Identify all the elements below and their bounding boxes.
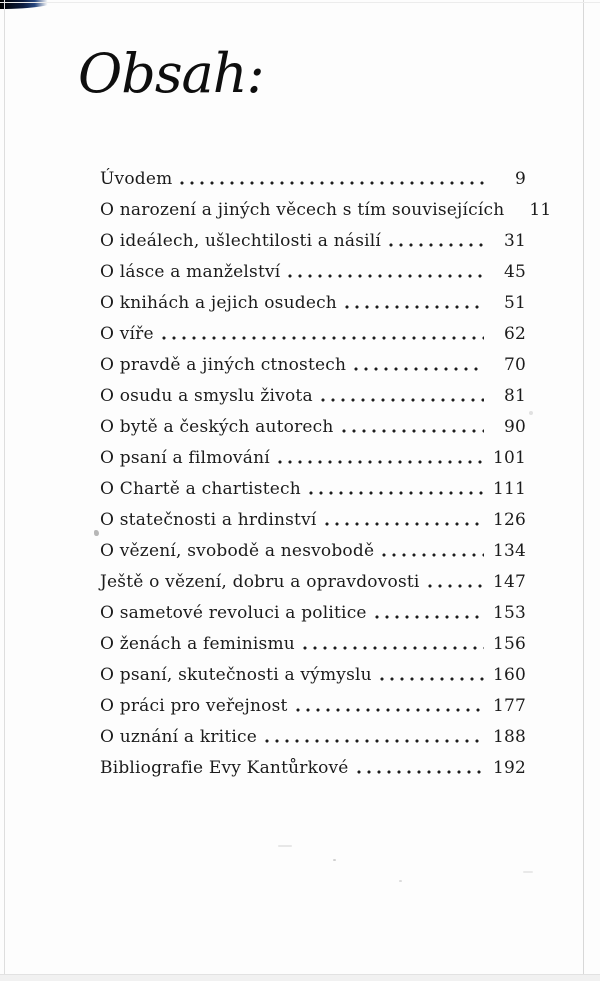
- dot-leader: [275, 443, 484, 474]
- toc-entry: [100, 350, 526, 381]
- toc-entry: [100, 381, 526, 412]
- toc-entry-label: O osudu a smyslu života: [100, 386, 313, 406]
- dot-leader: [372, 598, 484, 629]
- page-edge-right: [583, 0, 584, 975]
- toc-entry-page: 111: [492, 479, 526, 499]
- dot-leader: [285, 257, 484, 288]
- toc-entry: [100, 691, 526, 722]
- toc-entry-label: Bibliografie Evy Kantůrkové: [100, 758, 349, 778]
- dot-leader: [425, 567, 484, 598]
- dot-leader: [339, 412, 484, 443]
- page-title: Obsah:: [78, 42, 264, 105]
- toc-entry-label: O uznání a kritice: [100, 727, 257, 747]
- toc-entry-page: 9: [514, 169, 526, 189]
- toc-entry-page: 156: [492, 634, 526, 654]
- scan-speck: [399, 880, 402, 882]
- toc-entry-page: 177: [492, 696, 526, 716]
- toc-entry-page: 11: [529, 200, 552, 220]
- page-edge-left: [4, 0, 5, 981]
- dot-leader: [379, 536, 484, 567]
- toc-entry: [100, 505, 526, 536]
- toc-entry: [100, 598, 526, 629]
- toc-entry: [100, 319, 526, 350]
- toc-entry: [100, 753, 526, 784]
- toc-entry-label: O vězení, svobodě a nesvobodě: [100, 541, 375, 561]
- toc-entry: [100, 722, 526, 753]
- toc-entry-page: 126: [492, 510, 526, 530]
- toc-entry: [100, 288, 526, 319]
- toc-entry: [100, 443, 526, 474]
- toc-entry-label: O narození a jiných věcech s tím souvisejících: [100, 200, 505, 220]
- toc-entry-page: 90: [503, 417, 526, 437]
- toc-entry-label: Ještě o vězení, dobru a opravdovosti: [100, 572, 420, 592]
- dot-leader: [351, 350, 484, 381]
- toc-entry-label: Úvodem: [100, 169, 173, 189]
- toc-entry-page: 81: [503, 386, 526, 406]
- toc-entry-page: 134: [492, 541, 526, 561]
- toc-entry-label: O sametové revoluci a politice: [100, 603, 367, 623]
- toc-entry-label: O Chartě a chartistech: [100, 479, 301, 499]
- toc-entry-label: O ženách a feminismu: [100, 634, 295, 654]
- dot-leader: [377, 660, 484, 691]
- toc-entry-page: 70: [503, 355, 526, 375]
- toc-entry-page: 101: [492, 448, 526, 468]
- dot-leader: [159, 319, 484, 350]
- toc-entry: [100, 164, 526, 195]
- toc-entry-label: O lásce a manželství: [100, 262, 281, 282]
- dot-leader: [318, 381, 484, 412]
- dot-leader: [354, 753, 484, 784]
- dot-leader: [322, 505, 484, 536]
- toc-entry-page: 153: [492, 603, 526, 623]
- scan-speck: [529, 411, 533, 415]
- toc-entry-label: O psaní, skutečnosti a výmyslu: [100, 665, 372, 685]
- toc-entry-page: 188: [492, 727, 526, 747]
- toc-entry: [100, 536, 526, 567]
- toc-entry: [100, 474, 526, 505]
- dot-leader: [306, 474, 484, 505]
- dot-leader: [386, 226, 484, 257]
- toc-entry: [100, 412, 526, 443]
- toc-entry-page: 147: [492, 572, 526, 592]
- toc-entry-page: 45: [503, 262, 526, 282]
- toc-entry: [100, 567, 526, 598]
- toc-entry: [100, 660, 526, 691]
- toc-entry-page: 31: [503, 231, 526, 251]
- toc-entry-page: 192: [492, 758, 526, 778]
- toc-entry: [100, 629, 526, 660]
- toc-entry-label: O pravdě a jiných ctnostech: [100, 355, 347, 375]
- dot-leader: [293, 691, 484, 722]
- page-edge-top: [0, 2, 600, 3]
- toc-entry-label: O psaní a filmování: [100, 448, 270, 468]
- dot-leader: [177, 164, 484, 195]
- toc-entry-label: O statečnosti a hrdinství: [100, 510, 317, 530]
- dot-leader: [300, 629, 484, 660]
- toc-entry-label: O víře: [100, 324, 154, 344]
- toc-entry-page: 51: [503, 293, 526, 313]
- scan-ink-smudge: [94, 530, 99, 536]
- toc-entry-label: O knihách a jejich osudech: [100, 293, 337, 313]
- toc-entry: [100, 195, 552, 226]
- dot-leader: [342, 288, 484, 319]
- scan-speck: [523, 871, 533, 873]
- toc-entry-label: O ideálech, ušlechtilosti a násilí: [100, 231, 382, 251]
- dot-leader: [262, 722, 484, 753]
- scan-speck: [278, 845, 292, 847]
- toc-entry-page: 62: [503, 324, 526, 344]
- toc-entry-label: O práci pro veřejnost: [100, 696, 288, 716]
- toc-entry-label: O bytě a českých autorech: [100, 417, 334, 437]
- page-edge-bottom: [0, 974, 600, 981]
- toc-entry: [100, 226, 526, 257]
- scan-speck: [333, 859, 336, 861]
- toc-entry: [100, 257, 526, 288]
- toc-entry-page: 160: [492, 665, 526, 685]
- table-of-contents: [100, 164, 552, 784]
